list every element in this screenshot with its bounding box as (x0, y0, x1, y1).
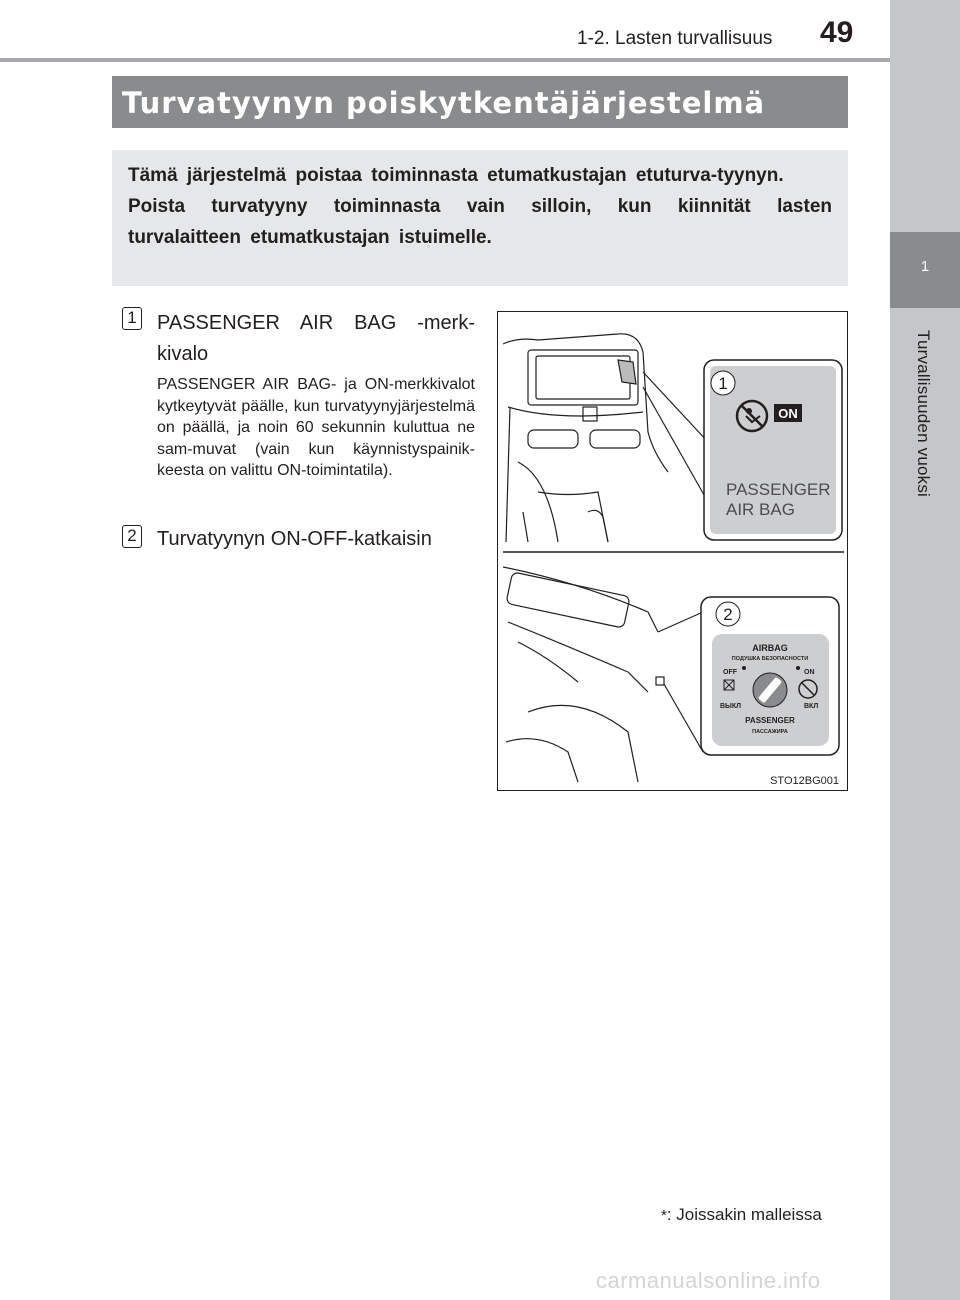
switch-on-label: ON (804, 669, 815, 676)
footnote-text: : Joissakin malleissa (666, 1205, 822, 1224)
intro-line-1: Tämä järjestelmä poistaa toiminnasta etumatkustajan etuturva-tyynyn. (128, 165, 784, 186)
header-divider (0, 58, 890, 62)
section-header: 1-2. Lasten turvallisuus (577, 28, 773, 49)
page-title: Turvatyynyn poiskytkentäjärjestelmä (122, 86, 766, 120)
switch-bottom-label: PASSENGER (745, 716, 795, 725)
switch-subtitle: ПОДУШКА БЕЗОПАСНОСТИ (731, 656, 809, 662)
footnote-star: * (661, 1207, 667, 1224)
switch-off-ru-label: ВЫКЛ (720, 703, 742, 710)
switch-off-label: OFF (723, 669, 737, 676)
switch-on-ru-label: ВКЛ (804, 703, 819, 710)
indicator-label-line-2: AIR BAG (726, 500, 795, 519)
airbag-illustration-drawing (498, 312, 848, 791)
intro-line-2: Poista turvatyyny toiminnasta vain silloin, kun kiinnität lasten turvalaitteen etumatkustajan istuimelle. (128, 196, 832, 248)
chapter-number: 1 (920, 258, 930, 275)
callout-1-number: 1 (718, 374, 728, 393)
item-1-description: PASSENGER AIR BAG- ja ON-merkkivalot kytkeytyvät päälle, kun turvatyynyjärjestelmä on päällä, ja noin 60 sekunnin kuluttua ne sam-muvat (vain kun käynnistyspainik-keesta on valittu ON-toimintatila). (157, 376, 475, 479)
section-title-bar (112, 76, 856, 128)
callout-2-number: 2 (723, 605, 733, 624)
item-2-number-badge: 2 (122, 525, 142, 548)
footnote (661, 1205, 822, 1225)
watermark: carmanualsonline.info (596, 1268, 821, 1293)
chapter-side-tab (890, 0, 960, 1300)
item-1-title: PASSENGER AIR BAG -merk-kivalo (157, 312, 475, 365)
airbag-illustration (497, 311, 848, 791)
indicator-label-line-1: PASSENGER (726, 480, 831, 499)
item-1-number-badge: 1 (122, 307, 142, 330)
switch-title: AIRBAG (752, 643, 788, 653)
item-2-title: Turvatyynyn ON-OFF-katkaisin (157, 528, 432, 550)
switch-bottom-ru-label: ПАССАЖИРА (752, 729, 788, 735)
intro-box (112, 150, 848, 286)
title-footnote-star: * (848, 82, 856, 102)
figure-code: STO12BG001 (770, 775, 839, 787)
on-indicator-label: ON (778, 406, 798, 421)
page-number: 49 (820, 16, 854, 49)
chapter-label: Turvallisuuden vuoksi (914, 330, 933, 498)
